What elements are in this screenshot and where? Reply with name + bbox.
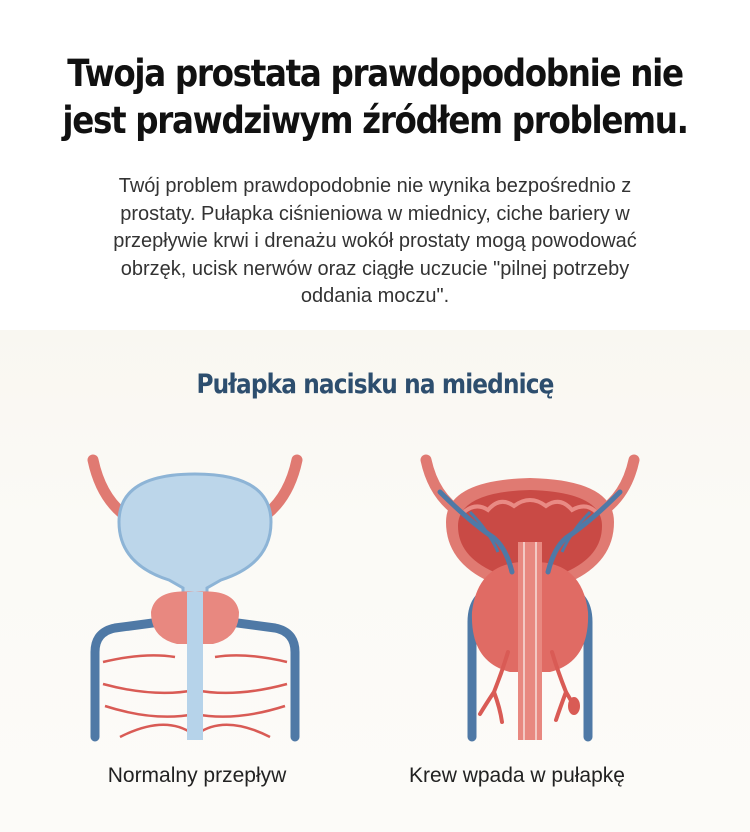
description-line-2: prostaty. Pułapka ciśnieniowa w miednicy, ciche bariery w [120, 202, 630, 225]
description-paragraph [50, 173, 700, 311]
artery-line [103, 655, 175, 662]
trapped-flow-caption: Krew wpada w pułapkę [409, 764, 625, 787]
urethra [187, 592, 203, 740]
normal-flow-caption: Normalny przepływ [107, 764, 287, 787]
description-line-1: Twój problem prawdopodobnie nie wynika bezpośrednio z [118, 175, 632, 197]
page-title-line-2: jest prawdziwym źródłem problemu. [62, 99, 688, 142]
artery-line [120, 725, 193, 737]
description-line-3: przepływie krwi i drenażu wokół prostaty mogą powodować [113, 230, 637, 252]
diagram-title: Pułapka nacisku na miednicę [196, 369, 554, 400]
artery-line [197, 725, 270, 737]
bladder-normal [119, 474, 271, 602]
trapped-flow-illustration [410, 452, 650, 742]
normal-flow-illustration [75, 452, 315, 742]
description-line-5: oddania moczu". [300, 285, 450, 307]
swollen-vessel-bulge [568, 697, 580, 715]
header-section [0, 0, 750, 330]
urethra [518, 542, 542, 740]
page-title [45, 50, 705, 144]
artery-line [215, 655, 287, 662]
page-title-line-1: Twoja prostata prawdopodobnie nie [67, 52, 683, 95]
description-line-4: obrzęk, ucisk nerwów oraz ciągłe uczucie "pilnej potrzeby [120, 257, 630, 280]
